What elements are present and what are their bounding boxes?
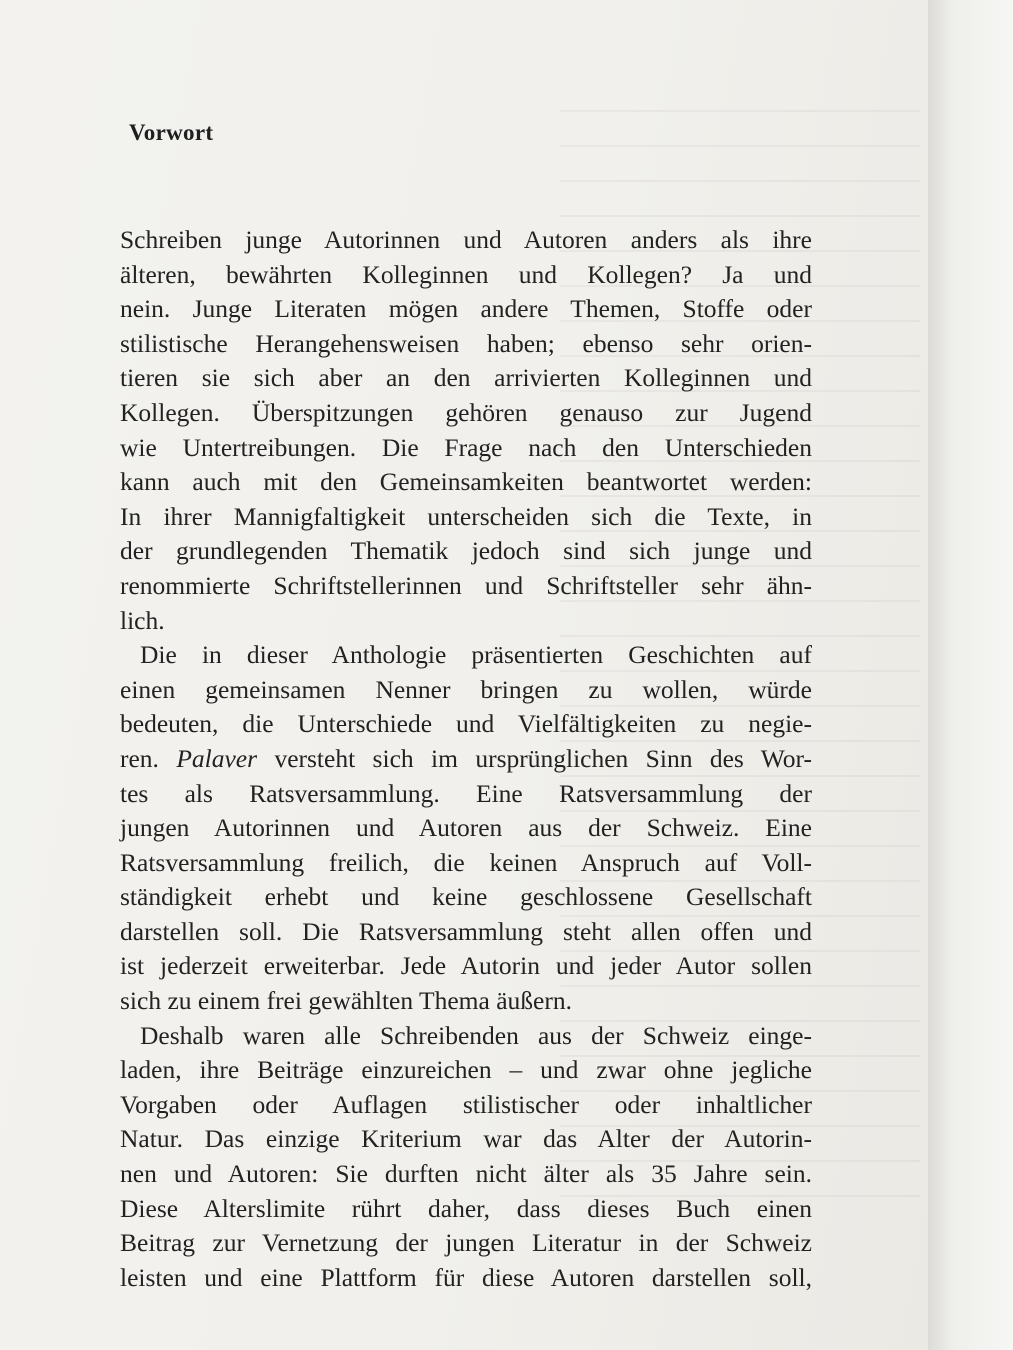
text-segment: versteht sich im ursprünglichen Sinn des Wor- bbox=[257, 743, 812, 773]
text-line: älteren, bewährten Kolleginnen und Kollegen? Ja und bbox=[120, 259, 812, 289]
text-line: Deshalb waren alle Schreibenden aus der Schweiz einge- bbox=[140, 1020, 812, 1050]
paragraph-1 bbox=[120, 223, 812, 638]
text-line: Diese Alterslimite rührt daher, dass dieses Buch einen bbox=[120, 1193, 812, 1223]
paragraph-2 bbox=[120, 638, 812, 1019]
text-line: tes als Ratsversammlung. Eine Ratsversammlung der bbox=[120, 778, 812, 808]
text-line: ist jederzeit erweiterbar. Jede Autorin und jeder Autor sollen bbox=[120, 951, 812, 981]
text-line: lich. bbox=[120, 605, 165, 635]
page-heading: Vorwort bbox=[129, 120, 214, 145]
text-line: jungen Autorinnen und Autoren aus der Schweiz. Eine bbox=[120, 813, 812, 843]
text-line: Beitrag zur Vernetzung der jungen Literatur in der Schweiz bbox=[120, 1228, 812, 1258]
text-line: ständigkeit erhebt und keine geschlossene Gesellschaft bbox=[120, 882, 812, 912]
italic-title: Palaver bbox=[176, 743, 258, 773]
text-line: nen und Autoren: Sie durften nicht älter als 35 Jahre sein. bbox=[120, 1159, 812, 1189]
text-line: Natur. Das einzige Kriterium war das Alter der Autorin- bbox=[120, 1124, 812, 1154]
text-line: Ratsversammlung freilich, die keinen Anspruch auf Voll- bbox=[120, 847, 812, 877]
text-line: bedeuten, die Unterschiede und Vielfältigkeiten zu negie- bbox=[120, 709, 812, 739]
text-line: einen gemeinsamen Nenner bringen zu wollen, würde bbox=[120, 674, 812, 704]
text-line: tieren sie sich aber an den arrivierten Kolleginnen und bbox=[120, 363, 812, 393]
text-line: leisten und eine Plattform für diese Autoren darstellen soll, bbox=[120, 1262, 812, 1292]
text-line: nein. Junge Literaten mögen andere Themen, Stoffe oder bbox=[120, 294, 812, 324]
text-line: In ihrer Mannigfaltigkeit unterscheiden sich die Texte, in bbox=[120, 501, 812, 531]
text-line: kann auch mit den Gemeinsamkeiten beantwortet werden: bbox=[120, 467, 812, 497]
text-line: Schreiben junge Autorinnen und Autoren anders als ihre bbox=[120, 225, 812, 254]
text-line: darstellen soll. Die Ratsversammlung steht allen offen und bbox=[120, 916, 812, 946]
text-segment: ren. bbox=[120, 743, 177, 773]
text-line: laden, ihre Beiträge einzureichen – und zwar ohne jegliche bbox=[120, 1055, 812, 1085]
text-line-with-italic bbox=[120, 742, 812, 777]
text-line: Vorgaben oder Auflagen stilistischer oder inhaltlicher bbox=[120, 1089, 812, 1119]
paragraph-3 bbox=[120, 1019, 812, 1296]
text-line: stilistische Herangehensweisen haben; ebenso sehr orien- bbox=[120, 328, 812, 358]
text-line: Die in dieser Anthologie präsentierten Geschichten auf bbox=[140, 640, 812, 670]
text-line: Kollegen. Überspitzungen gehören genauso zur Jugend bbox=[120, 397, 812, 427]
page-edge bbox=[928, 0, 1013, 1350]
text-line: renommierte Schriftstellerinnen und Schriftsteller sehr ähn- bbox=[120, 570, 812, 600]
text-line: sich zu einem frei gewählten Thema äußern. bbox=[120, 986, 572, 1016]
body-text bbox=[120, 223, 812, 1295]
text-line: der grundlegenden Thematik jedoch sind sich junge und bbox=[120, 536, 812, 566]
text-line: wie Untertreibungen. Die Frage nach den Unterschieden bbox=[120, 432, 812, 462]
